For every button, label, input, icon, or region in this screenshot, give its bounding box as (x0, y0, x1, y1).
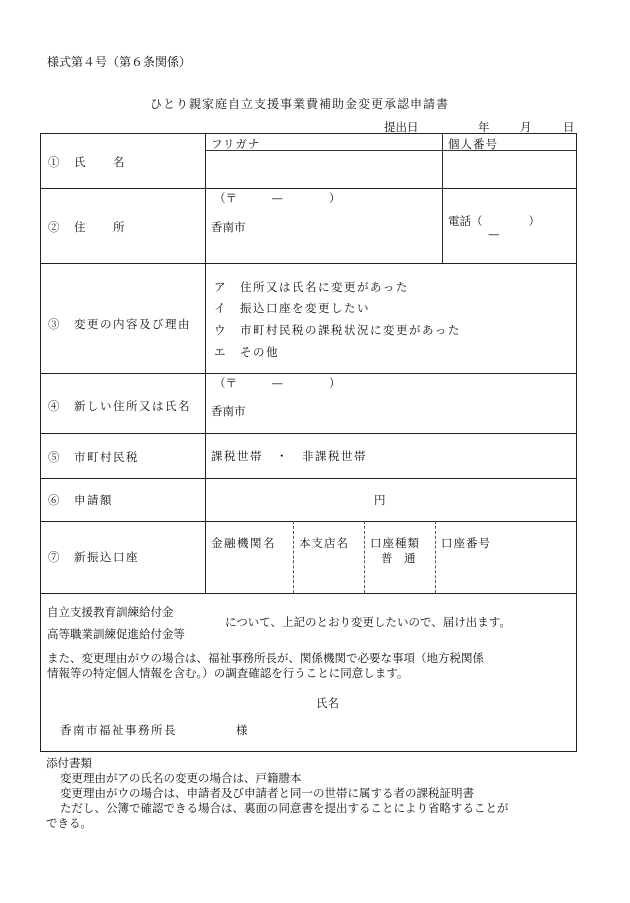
name-field[interactable] (208, 153, 438, 185)
account-number-label: 口座番号 (441, 536, 491, 550)
attachment-note: 変更理由がウの場合は、申請者及び申請者と同一の世帯に属する者の課税証明書 (60, 786, 474, 800)
benefit-name-1: 自立支援教育訓練給付金 (47, 605, 174, 619)
new-address-city: 香南市 (211, 404, 246, 418)
reason-label: ③ 変更の内容及び理由 (48, 317, 191, 331)
tax-status-options[interactable]: 課税世帯 ・ 非課税世帯 (211, 449, 367, 463)
address-city: 香南市 (211, 220, 246, 234)
bank-name-field[interactable] (209, 556, 289, 588)
consent-text: 情報等の特定個人情報を含む。）の調査確認を行うことに同意します。 (47, 666, 409, 680)
declaration-statement: について、上記のとおり変更したいので、届け出ます。 (225, 615, 511, 629)
page-title: ひとり親家庭自立支援事業費補助金変更承認申請書 (150, 97, 450, 111)
signature-field[interactable] (345, 690, 570, 712)
account-type-label: 口座種類 (370, 536, 420, 550)
consent-text: また、変更理由がウの場合は、福祉事務所長が、関係機関で必要な事項（地方税関係 (47, 651, 484, 665)
personal-number-field[interactable] (446, 153, 572, 185)
new-address-postal: （〒 — ） (214, 376, 341, 390)
reason-option[interactable]: エ その他 (214, 345, 279, 359)
date-label: 提出日 (384, 120, 419, 134)
attachment-note: 変更理由がアの氏名の変更の場合は、戸籍謄本 (60, 771, 302, 785)
attachment-note: ただし、公簿で確認できる場合は、裏面の同意書を提出することにより省略することが (60, 801, 509, 815)
branch-label: 本支店名 (299, 536, 349, 550)
form-number: 様式第４号（第６条関係） (47, 55, 192, 69)
address-label: ② 住 所 (48, 220, 126, 234)
phone-label: 電話（ ） (448, 214, 540, 228)
new-address-label: ④ 新しい住所又は氏名 (48, 399, 191, 413)
tax-label: ⑤ 市町村民税 (48, 450, 139, 464)
account-number-field[interactable] (439, 556, 572, 588)
date-day: 日 (563, 120, 575, 134)
amount-field[interactable] (210, 484, 370, 514)
personal-number-label: 個人番号 (448, 137, 498, 151)
name-label: ① 氏 名 (48, 155, 126, 169)
address-postal: （〒 — ） (214, 191, 341, 205)
bank-label: ⑦ 新振込口座 (48, 550, 139, 564)
recipient-honorific: 様 (236, 723, 248, 737)
branch-field[interactable] (297, 556, 360, 588)
signature-label: 氏名 (316, 696, 339, 710)
phone-dash: — (488, 227, 500, 241)
bank-name-label: 金融機関名 (211, 536, 276, 550)
benefit-name-2: 高等職業訓練促進給付金等 (47, 627, 185, 641)
amount-unit: 円 (374, 493, 386, 507)
address-field[interactable] (258, 215, 436, 239)
reason-option[interactable]: イ 振込口座を変更したい (214, 301, 370, 315)
furigana-label: フリガナ (211, 137, 261, 151)
reason-option[interactable]: ア 住所又は氏名に変更があった (214, 280, 409, 294)
date-year: 年 (478, 120, 490, 134)
attachment-note: できる。 (46, 816, 92, 830)
new-address-field[interactable] (258, 398, 570, 426)
attachments-title: 添付書類 (46, 756, 92, 770)
account-type-value: 普 通 (381, 551, 416, 565)
recipient: 香南市福祉事務所長 (60, 723, 177, 737)
amount-label: ⑥ 申請額 (48, 493, 113, 507)
date-month: 月 (520, 120, 532, 134)
reason-option[interactable]: ウ 市町村民税の課税状況に変更があった (214, 323, 461, 337)
